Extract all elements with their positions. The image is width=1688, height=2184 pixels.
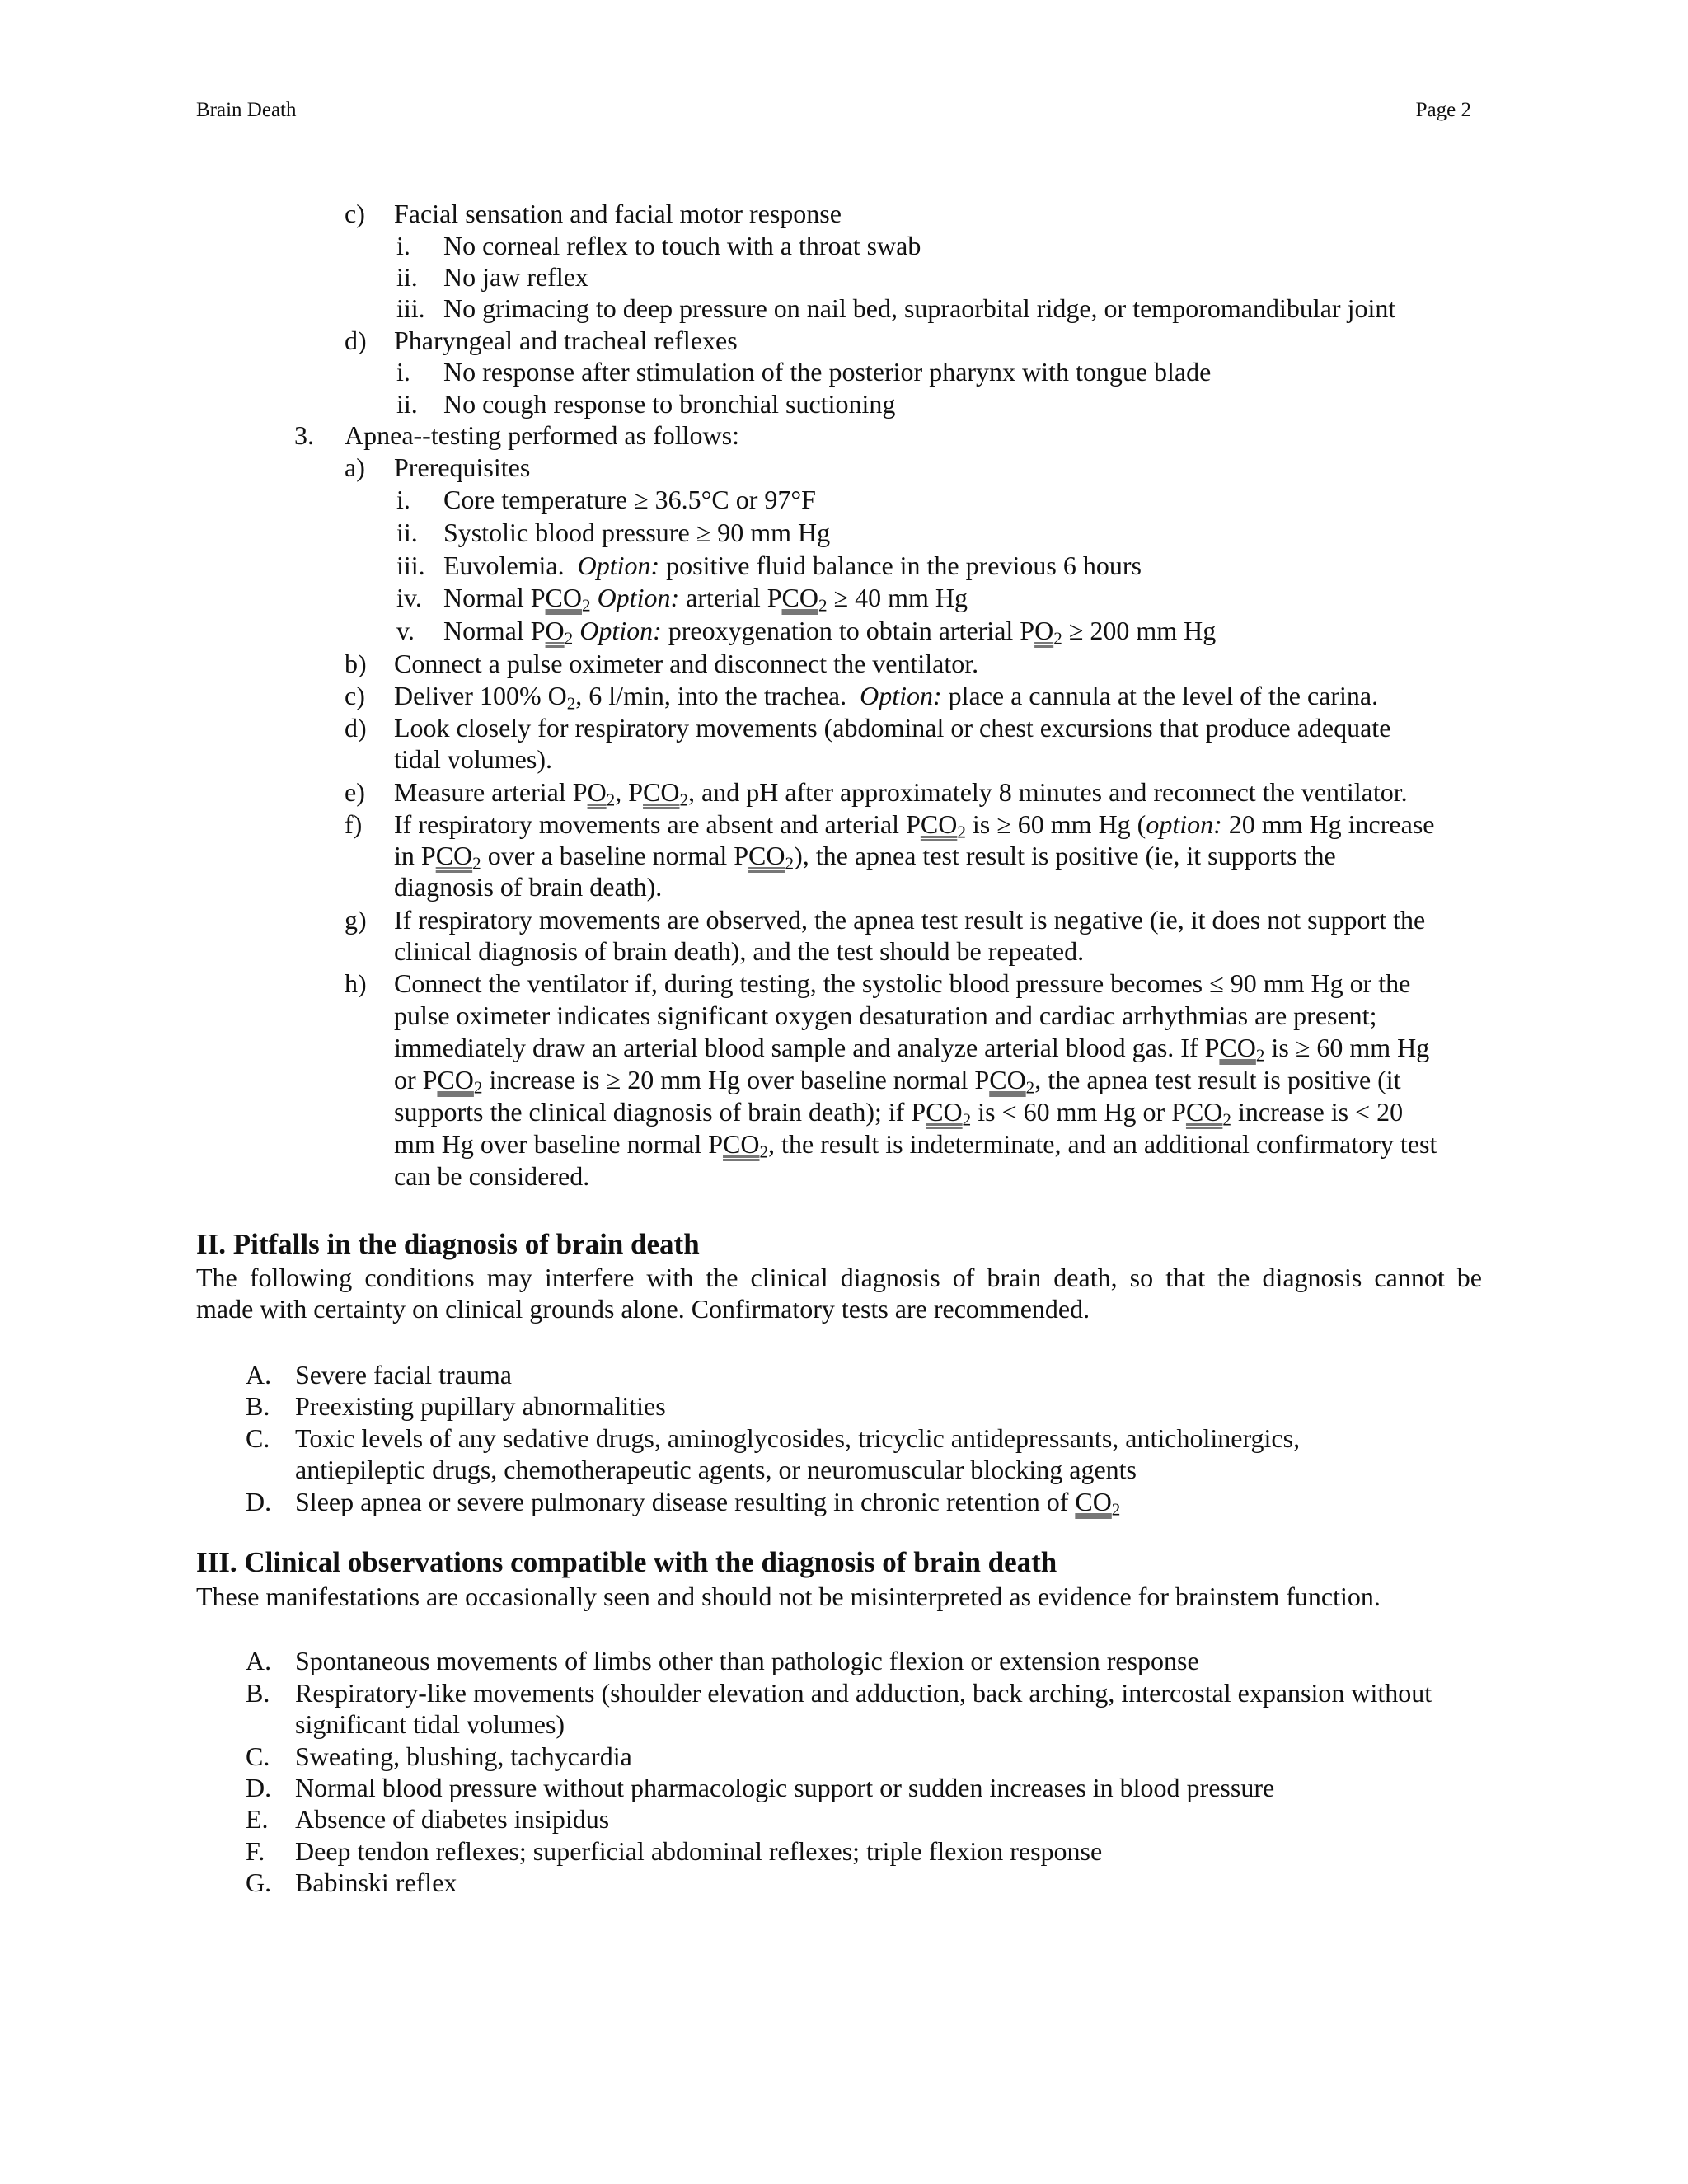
- header-title: Brain Death: [196, 99, 297, 121]
- list-marker: D.: [246, 1487, 272, 1516]
- list-marker: G.: [246, 1868, 272, 1897]
- list-text: Euvolemia. Option: positive fluid balance in the previous 6 hours: [443, 551, 1142, 580]
- list-text: No corneal reflex to touch with a throat swab: [443, 231, 921, 260]
- list-marker: c): [345, 681, 365, 710]
- list-marker: v.: [396, 616, 415, 645]
- list-text: Spontaneous movements of limbs other than pathologic flexion or extension response: [295, 1646, 1199, 1675]
- section-heading-pitfalls: II. Pitfalls in the diagnosis of brain death: [196, 1228, 700, 1260]
- list-text: Normal blood pressure without pharmacologic support or sudden increases in blood pressure: [295, 1773, 1275, 1802]
- list-text: Sweating, blushing, tachycardia: [295, 1741, 632, 1771]
- list-marker: B.: [246, 1678, 270, 1708]
- list-text-cont: diagnosis of brain death).: [394, 872, 663, 902]
- list-text: Sleep apnea or severe pulmonary disease resulting in chronic retention of $CO_2$: [295, 1487, 1121, 1520]
- list-text-cont: significant tidal volumes): [295, 1709, 565, 1739]
- list-text: Absence of diabetes insipidus: [295, 1804, 610, 1834]
- list-marker: iii.: [396, 551, 425, 580]
- list-text: Apnea--testing performed as follows:: [345, 420, 739, 450]
- list-text-cont: in $PCO_2$ over a baseline normal $PCO_2$), the apnea test result is positive (ie, it supports the: [394, 841, 1336, 874]
- list-marker: 3.: [294, 420, 314, 450]
- list-marker: F.: [246, 1836, 265, 1866]
- list-marker: i.: [396, 231, 410, 260]
- section-intro: These manifestations are occasionally seen and should not be misinterpreted as evidence for brainstem function.: [196, 1582, 1381, 1611]
- list-text: Connect a pulse oximeter and disconnect the ventilator.: [394, 649, 979, 678]
- list-text-cont: clinical diagnosis of brain death), and the test should be repeated.: [394, 936, 1085, 966]
- list-text-cont: immediately draw an arterial blood sample and analyze arterial blood gas. If $PCO_2$ is ≥ 60 mm Hg: [394, 1033, 1430, 1066]
- list-marker: d): [345, 326, 367, 355]
- list-text: Prerequisites: [394, 452, 531, 482]
- list-text: Severe facial trauma: [295, 1360, 512, 1390]
- list-text: Preexisting pupillary abnormalities: [295, 1391, 666, 1421]
- list-text-cont: tidal volumes).: [394, 744, 552, 774]
- list-marker: d): [345, 713, 367, 743]
- list-text: No response after stimulation of the posterior pharynx with tongue blade: [443, 357, 1212, 387]
- section-heading-observations: III. Clinical observations compatible with the diagnosis of brain death: [196, 1546, 1057, 1578]
- list-marker: E.: [246, 1804, 269, 1834]
- list-text: Measure arterial $PO_2$, $PCO_2$, and pH after approximately 8 minutes and reconnect the ventilator.: [394, 777, 1408, 810]
- list-marker: B.: [246, 1391, 270, 1421]
- list-text: Look closely for respiratory movements (abdominal or chest excursions that produce adequate: [394, 713, 1391, 743]
- list-marker: C.: [246, 1423, 270, 1453]
- list-text: Facial sensation and facial motor response: [394, 199, 842, 228]
- list-text: If respiratory movements are absent and arterial $PCO_2$ is ≥ 60 mm Hg (option: 20 mm Hg increase: [394, 809, 1435, 842]
- list-text-cont: antiepileptic drugs, chemotherapeutic agents, or neuromuscular blocking agents: [295, 1455, 1137, 1484]
- list-text: Normal $PO_2$ Option: preoxygenation to obtain arterial $PO_2 \ge 200$ mm Hg: [443, 616, 1217, 649]
- list-marker: D.: [246, 1773, 272, 1802]
- list-marker: ii.: [396, 518, 418, 547]
- list-text: Deliver 100% $O_2$, 6 l/min, into the trachea. Option: place a cannula at the level of the carina.: [394, 681, 1379, 714]
- list-text: No grimacing to deep pressure on nail bed, supraorbital ridge, or temporomandibular joint: [443, 293, 1396, 323]
- list-marker: ii.: [396, 262, 418, 292]
- list-marker: i.: [396, 357, 410, 387]
- list-text-cont: supports the clinical diagnosis of brain death); if $PCO_2$ is < 60 mm Hg or $PCO_2$ increase is < 20: [394, 1097, 1404, 1130]
- list-text: Toxic levels of any sedative drugs, aminoglycosides, tricyclic antidepressants, anticholinergics,: [295, 1423, 1301, 1453]
- list-text: Respiratory-like movements (shoulder elevation and adduction, back arching, intercostal expansion without: [295, 1678, 1432, 1708]
- list-marker: a): [345, 452, 365, 482]
- list-text-cont: or $PCO_2$ increase is ≥ 20 mm Hg over baseline normal $PCO_2$, the apnea test result is positive (it: [394, 1065, 1401, 1098]
- list-text: No jaw reflex: [443, 262, 588, 292]
- list-marker: A.: [246, 1360, 272, 1390]
- list-text: If respiratory movements are observed, the apnea test result is negative (ie, it does not support the: [394, 905, 1426, 935]
- list-text-cont: can be considered.: [394, 1161, 590, 1191]
- list-marker: iii.: [396, 293, 425, 323]
- list-marker: c): [345, 199, 365, 228]
- list-marker: A.: [246, 1646, 272, 1675]
- list-text: No cough response to bronchial suctioning: [443, 389, 896, 419]
- list-marker: b): [345, 649, 367, 678]
- list-marker: i.: [396, 485, 410, 514]
- list-marker: iv.: [396, 583, 422, 612]
- list-text: Babinski reflex: [295, 1868, 457, 1897]
- page-number: Page 2: [1415, 99, 1471, 121]
- list-marker: h): [345, 968, 367, 998]
- list-text: Normal $PCO_2$ Option: arterial $PCO_2 \ge 40$ mm Hg: [443, 583, 968, 616]
- section-intro: The following conditions may interfere with the clinical diagnosis of brain death, so that the diagnosis cannot be made with certainty on clinical grounds alone. Confirmatory tests are recommended.: [196, 1263, 1482, 1324]
- list-text: Systolic blood pressure ≥ 90 mm Hg: [443, 518, 831, 547]
- list-text: Pharyngeal and tracheal reflexes: [394, 326, 738, 355]
- list-text: Connect the ventilator if, during testing, the systolic blood pressure becomes ≤ 90 mm Hg or the: [394, 968, 1411, 998]
- list-marker: ii.: [396, 389, 418, 419]
- list-marker: e): [345, 777, 365, 807]
- list-marker: f): [345, 809, 363, 839]
- list-text: Deep tendon reflexes; superficial abdominal reflexes; triple flexion response: [295, 1836, 1103, 1866]
- list-text: Core temperature ≥ 36.5°C or 97°F: [443, 485, 816, 514]
- list-text-cont: mm Hg over baseline normal $PCO_2$, the result is indeterminate, and an additional confirmatory test: [394, 1129, 1437, 1162]
- list-marker: g): [345, 905, 367, 935]
- list-text-cont: pulse oximeter indicates significant oxygen desaturation and cardiac arrhythmias are present;: [394, 1001, 1377, 1030]
- list-marker: C.: [246, 1741, 270, 1771]
